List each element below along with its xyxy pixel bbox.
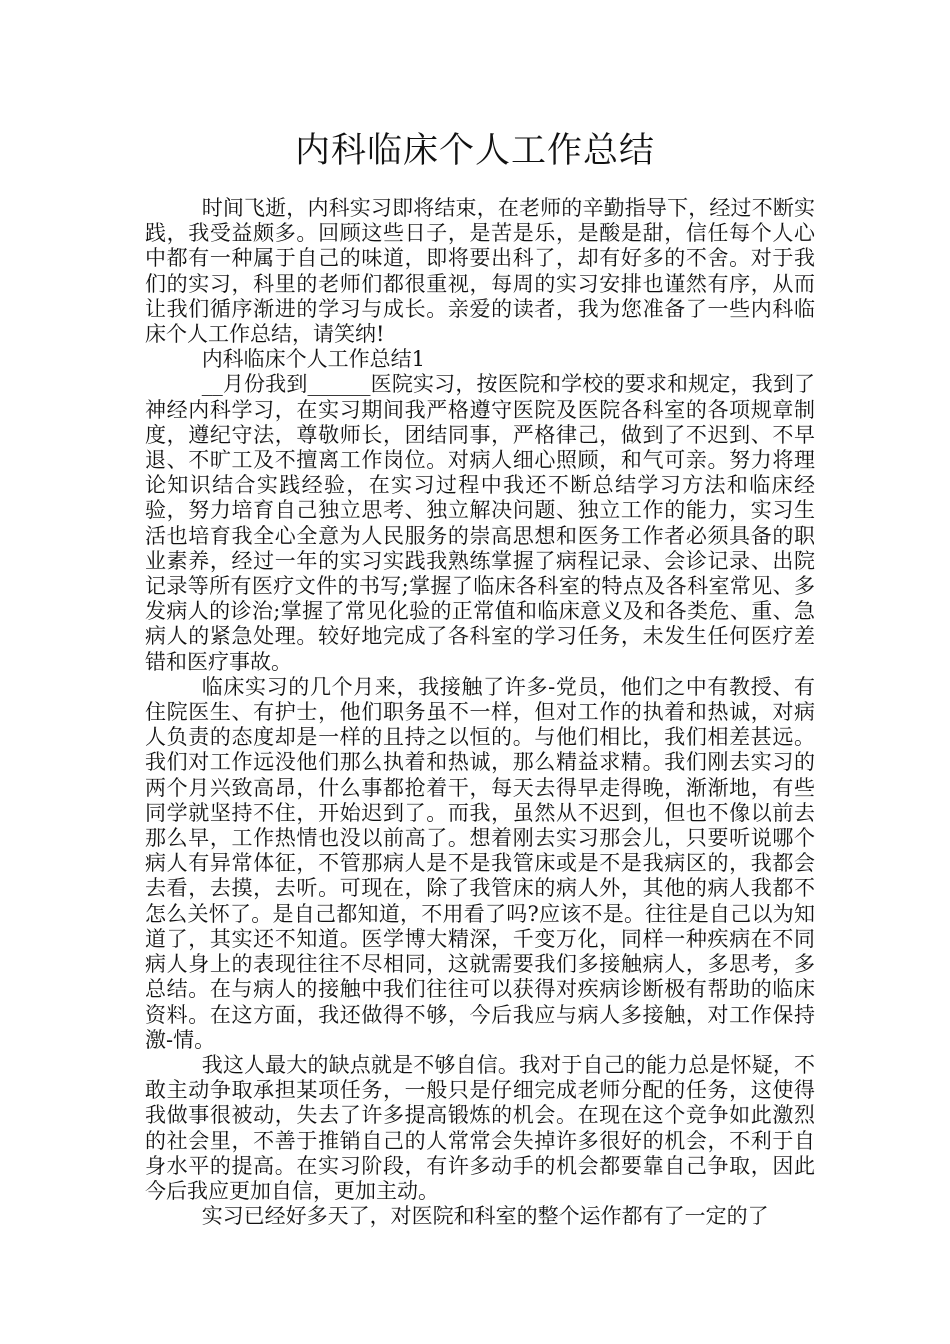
document-body (145, 196, 815, 1229)
body-paragraph: __月份我到______医院实习，按医院和学校的要求和规定，我到了神经内科学习，在实习期间我严格遵守医院及医院各科室的各项规章制度，遵纪守法，尊敬师长，团结同事，严格律己，做到了不迟到、不早退、不旷工及不擅离工作岗位。对病人细心照顾，和气可亲。努力将理论知识结合实践经验，在实习过程中我还不断总结学习方法和临床经验，努力培育自己独立思考、独立解决问题、独立工作的能力，实习生活也培育我全心全意为人民服务的崇高思想和医务工作者必须具备的职业素养，经过一年的实习实践我熟练掌握了病程记录、会诊记录、出院记录等所有医疗文件的书写;掌握了临床各科室的特点及各科室常见、多发病人的诊治;掌握了常见化验的正常值和临床意义及和各类危、重、急病人的紧急处理。较好地完成了各科室的学习任务，未发生任何医疗差错和医疗事故。 (145, 372, 815, 674)
document-title: 内科临床个人工作总结 (294, 131, 655, 171)
body-paragraph: 实习已经好多天了，对医院和科室的整个运作都有了一定的了 (201, 1204, 769, 1229)
section-heading: 内科临床个人工作总结1 (201, 347, 426, 372)
body-paragraph: 我这人最大的缺点就是不够自信。我对于自己的能力总是怀疑，不敢主动争取承担某项任务，一般只是仔细完成老师分配的任务，这使得我做事很被动，失去了许多提高锻炼的机会。在现在这个竞争如此激烈的社会里，不善于推销自己的人常常会失掉许多很好的机会，不利于自身水平的提高。在实习阶段，有许多动手的机会都要靠自己争取，因此今后我应更加自信，更加主动。 (145, 1052, 815, 1203)
intro-paragraph: 时间飞逝，内科实习即将结束，在老师的辛勤指导下，经过不断实践，我受益颇多。回顾这些日子，是苦是乐，是酸是甜，信任每个人心中都有一种属于自己的味道，即将要出科了，却有好多的不舍。对于我们的实习，科里的老师们都很重视，每周的实习安排也谨然有序，从而让我们循序渐进的学习与成长。亲爱的读者，我为您准备了一些内科临床个人工作总结，请笑纳! (145, 196, 815, 347)
body-paragraph: 临床实习的几个月来，我接触了许多-党员，他们之中有教授、有住院医生、有护士，他们职务虽不一样，但对工作的执着和热诚，对病人负责的态度却是一样的且持之以恒的。与他们相比，我们相差甚远。我们对工作远没他们那么执着和热诚，那么精益求精。我们刚去实习的两个月兴致高昂，什么事都抢着干，每天去得早走得晚，渐渐地，有些同学就坚持不住，开始迟到了。而我，虽然从不迟到，但也不像以前去那么早，工作热情也没以前高了。想着刚去实习那会儿，只要听说哪个病人有异常体征，不管那病人是不是我管床或是不是我病区的，我都会去看，去摸，去听。可现在，除了我管床的病人外，其他的病人我都不怎么关怀了。是自己都知道，不用看了吗?应该不是。往往是自己以为知道了，其实还不知道。医学博大精深，千变万化，同样一种疾病在不同病人身上的表现往往不尽相同，这就需要我们多接触病人，多思考，多总结。在与病人的接触中我们往往可以获得对疾病诊断极有帮助的临床资料。在这方面，我还做得不够，今后我应与病人多接触，对工作保持激-情。 (145, 674, 815, 1052)
